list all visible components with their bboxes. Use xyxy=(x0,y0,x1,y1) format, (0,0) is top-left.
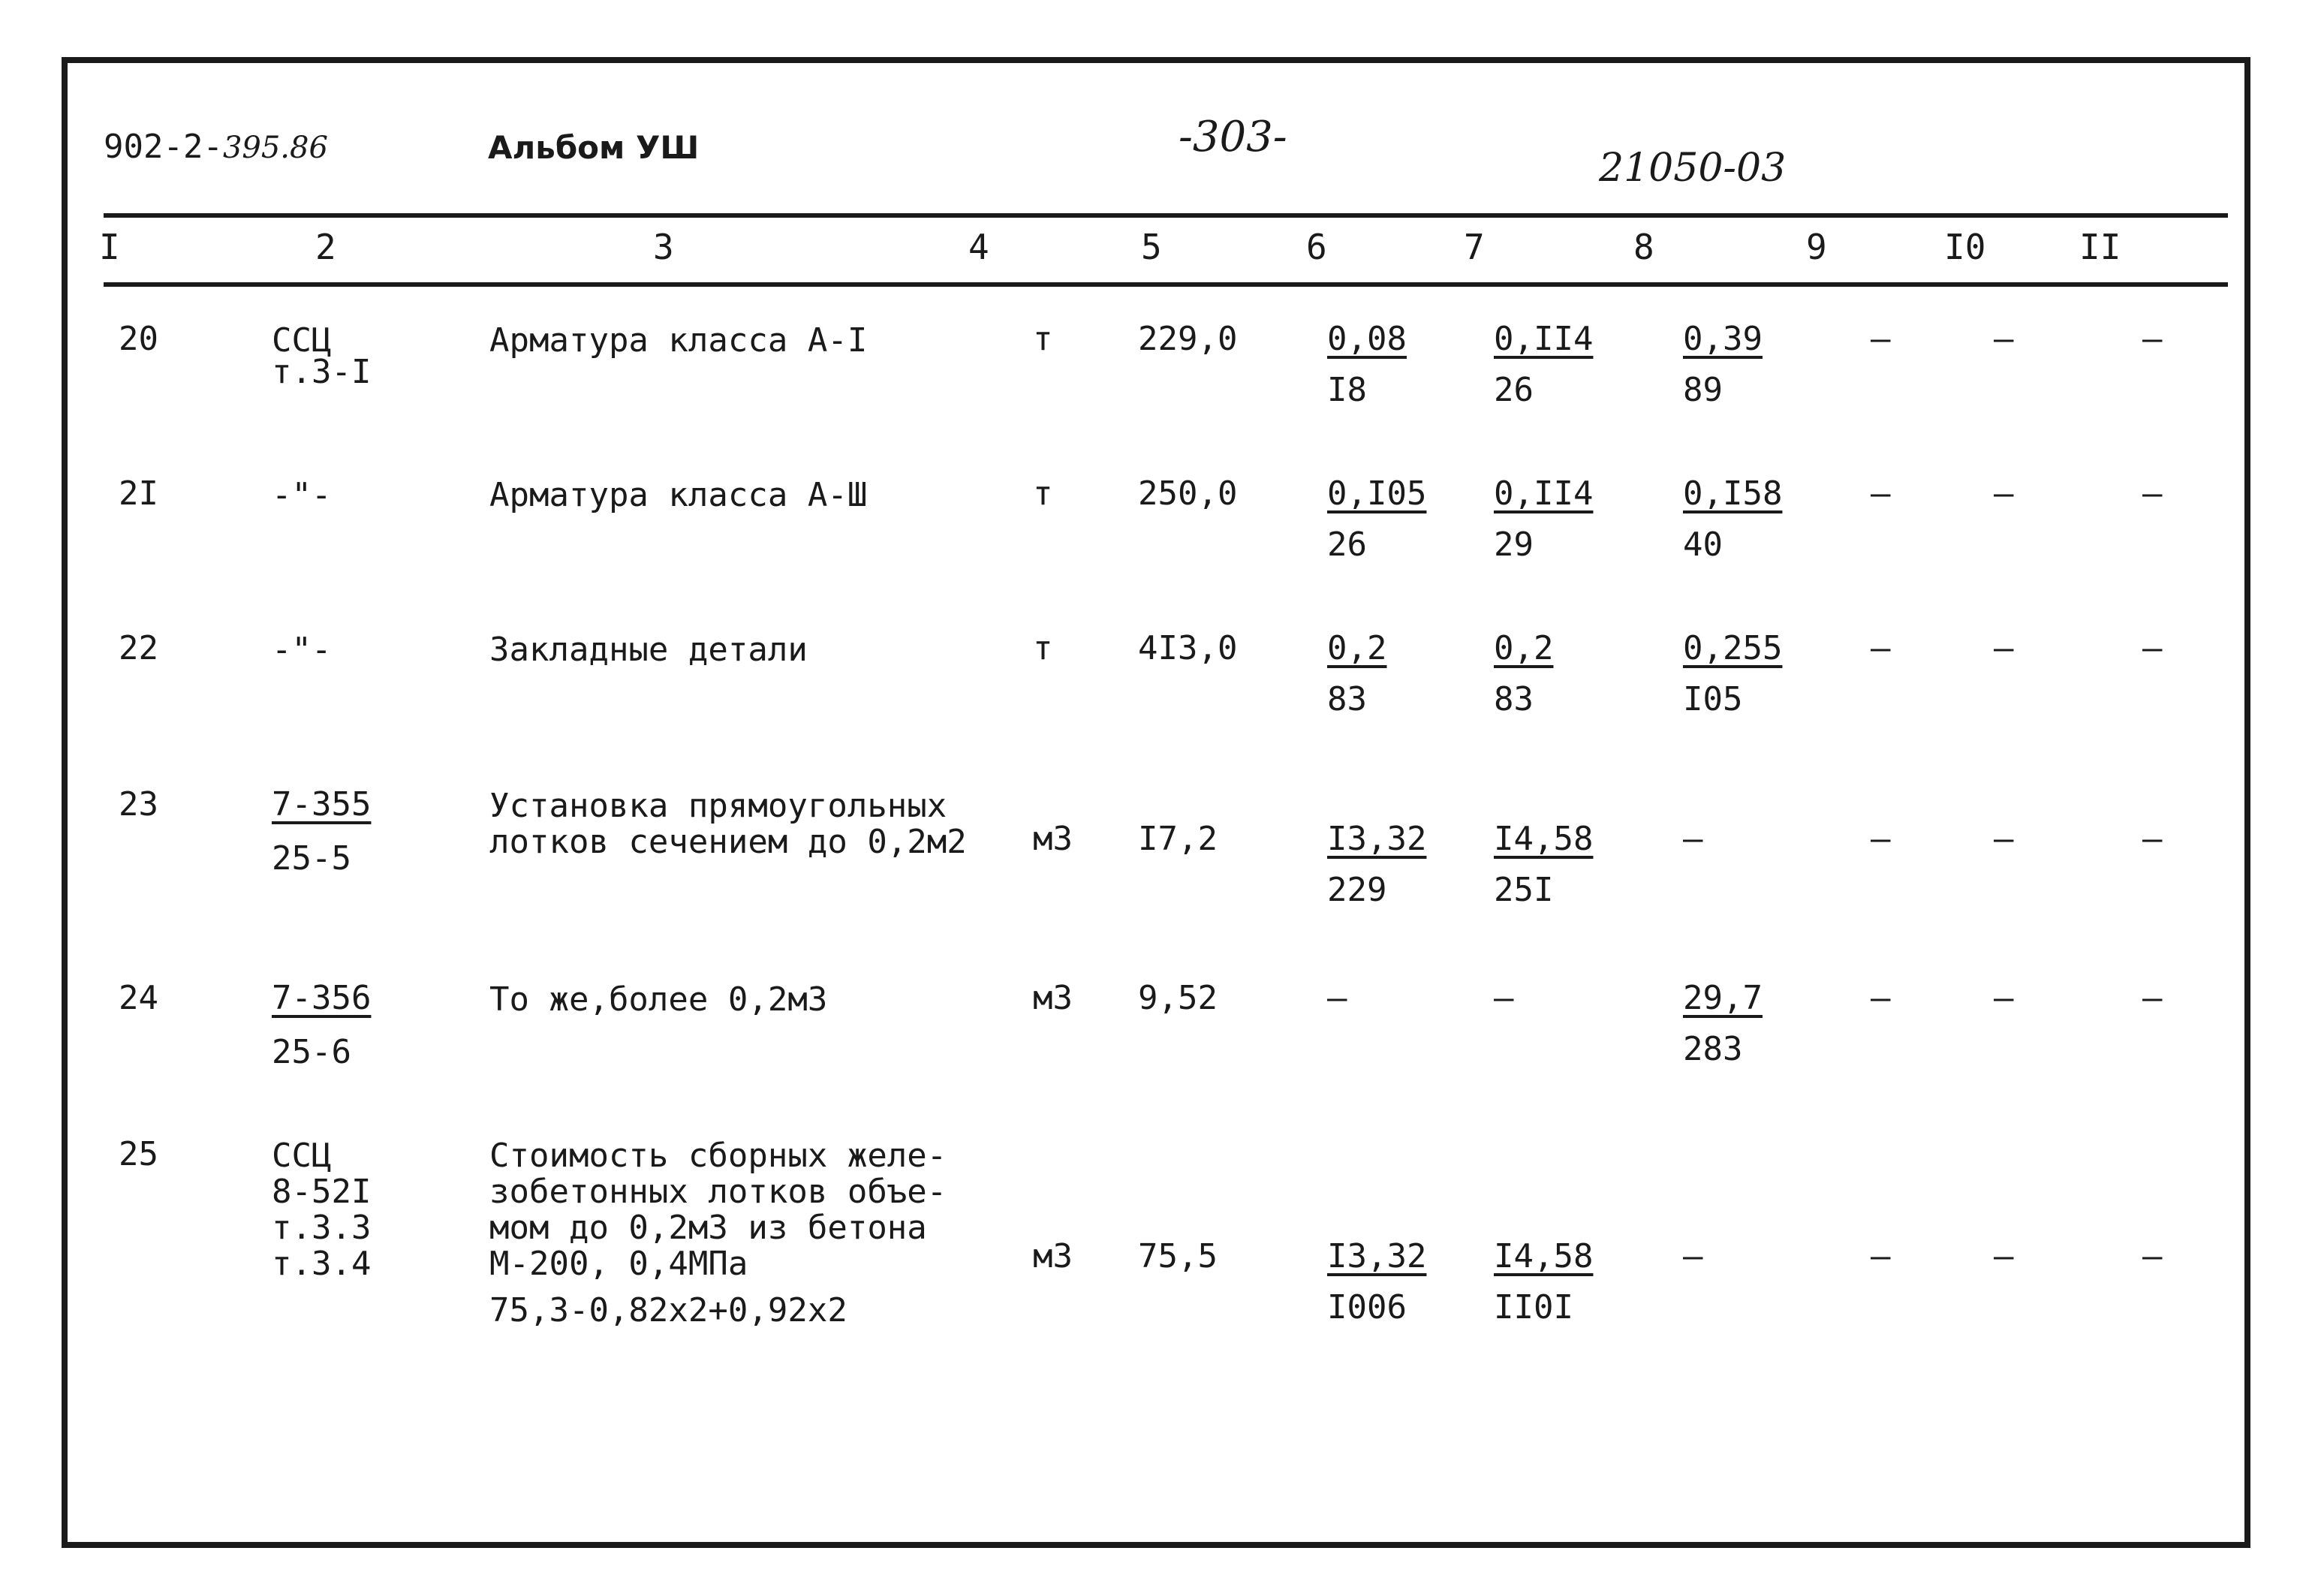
column-number: 2 xyxy=(315,227,336,267)
description: Установка прямоугольных лотков сечением до 0,2м2 xyxy=(489,787,967,861)
value-col11: – xyxy=(2142,629,2163,667)
value-top: 0,39 xyxy=(1683,320,1763,358)
quantity: 4I3,0 xyxy=(1138,629,1238,667)
column-number: I xyxy=(99,227,120,267)
value-top: I4,58 xyxy=(1494,820,1594,858)
column-number: 7 xyxy=(1464,227,1485,267)
reference-top: 7-355 xyxy=(272,785,372,824)
value-bottom: 83 xyxy=(1494,680,1534,718)
value-col10: – xyxy=(1994,820,2014,858)
header-rule-bottom xyxy=(104,282,2228,287)
value-bottom: 25I xyxy=(1494,871,1554,909)
header-rule-top xyxy=(104,213,2228,218)
value-col9: – xyxy=(1871,1237,1891,1275)
unit: м3 xyxy=(1033,820,1073,858)
value-col11: – xyxy=(2142,474,2163,513)
reference-top: -"- xyxy=(272,631,332,669)
page-number: -303- xyxy=(1179,113,1287,161)
value-top: – xyxy=(1327,979,1347,1017)
value-bottom: 283 xyxy=(1683,1030,1743,1068)
value-bottom: 26 xyxy=(1327,525,1367,564)
value-col9: – xyxy=(1871,820,1891,858)
unit: т xyxy=(1033,474,1053,513)
column-number: 9 xyxy=(1806,227,1827,267)
row-number: 22 xyxy=(119,629,158,667)
row-number: 2I xyxy=(119,474,158,513)
reference-top: 7-356 xyxy=(272,979,372,1017)
document-code xyxy=(104,128,328,166)
quantity: 250,0 xyxy=(1138,474,1238,513)
unit: т xyxy=(1033,320,1053,358)
value-top: 0,I05 xyxy=(1327,474,1427,513)
value-top: 0,II4 xyxy=(1494,320,1594,358)
row-number: 20 xyxy=(119,320,158,358)
value-col9: – xyxy=(1871,474,1891,513)
description: Арматура класса А-I xyxy=(489,321,868,360)
formula: 75,3-0,82х2+0,92х2 xyxy=(489,1291,847,1329)
document-code-handwritten: 395.86 xyxy=(222,131,328,165)
description: Арматура класса А-Ш xyxy=(489,476,868,514)
row-number: 25 xyxy=(119,1135,158,1173)
unit: м3 xyxy=(1033,979,1073,1017)
value-top: 0,II4 xyxy=(1494,474,1594,513)
row-number: 23 xyxy=(119,785,158,824)
quantity: I7,2 xyxy=(1138,820,1218,858)
column-number: 3 xyxy=(653,227,674,267)
value-col9: – xyxy=(1871,979,1891,1017)
value-top: 29,7 xyxy=(1683,979,1763,1017)
value-col9: – xyxy=(1871,320,1891,358)
description: То же,более 0,2м3 xyxy=(489,980,828,1019)
value-col11: – xyxy=(2142,979,2163,1017)
value-top: – xyxy=(1683,820,1703,858)
value-col9: – xyxy=(1871,629,1891,667)
registration-stamp: 21050-03 xyxy=(1599,146,1787,191)
value-bottom: 83 xyxy=(1327,680,1367,718)
reference-bottom: т.3-I xyxy=(272,353,372,391)
value-top: 0,2 xyxy=(1494,629,1554,667)
column-number: 6 xyxy=(1306,227,1327,267)
value-bottom: I006 xyxy=(1327,1288,1407,1326)
unit: м3 xyxy=(1033,1237,1073,1275)
column-number: 8 xyxy=(1633,227,1654,267)
value-col11: – xyxy=(2142,820,2163,858)
row-number: 24 xyxy=(119,979,158,1017)
value-bottom: II0I xyxy=(1494,1288,1573,1326)
column-number: 5 xyxy=(1141,227,1162,267)
description: Стоимость сборных желе- зобетонных лотков объе- мом до 0,2м3 из бетона М-200, 0,4МПа xyxy=(489,1137,947,1283)
document-sheet xyxy=(62,57,2250,1548)
column-number: II xyxy=(2079,227,2121,267)
reference-bottom: 25-5 xyxy=(272,839,351,878)
column-number: I0 xyxy=(1944,227,1986,267)
value-col11: – xyxy=(2142,1237,2163,1275)
document-code-printed: 902-2- xyxy=(104,128,223,166)
reference-top: ССЦ xyxy=(272,321,332,360)
value-bottom: 89 xyxy=(1683,371,1723,409)
reference-top: -"- xyxy=(272,476,332,514)
value-top: I3,32 xyxy=(1327,820,1427,858)
value-top: 0,I58 xyxy=(1683,474,1783,513)
value-col10: – xyxy=(1994,474,2014,513)
value-top: – xyxy=(1494,979,1514,1017)
value-bottom: 26 xyxy=(1494,371,1534,409)
album-label: Альбом УШ xyxy=(488,129,700,166)
description: Закладные детали xyxy=(489,631,808,669)
value-bottom: 40 xyxy=(1683,525,1723,564)
quantity: 75,5 xyxy=(1138,1237,1218,1275)
value-top: 0,255 xyxy=(1683,629,1783,667)
value-top: 0,08 xyxy=(1327,320,1407,358)
value-top: 0,2 xyxy=(1327,629,1387,667)
value-col10: – xyxy=(1994,629,2014,667)
value-col10: – xyxy=(1994,1237,2014,1275)
reference-top: ССЦ 8-52I т.3.3 т.3.4 xyxy=(272,1137,372,1283)
quantity: 9,52 xyxy=(1138,979,1218,1017)
value-col10: – xyxy=(1994,979,2014,1017)
value-col11: – xyxy=(2142,320,2163,358)
value-bottom: 229 xyxy=(1327,871,1387,909)
value-top: – xyxy=(1683,1237,1703,1275)
value-top: I4,58 xyxy=(1494,1237,1594,1275)
value-top: I3,32 xyxy=(1327,1237,1427,1275)
value-bottom: I05 xyxy=(1683,680,1743,718)
reference-bottom: 25-6 xyxy=(272,1033,351,1071)
column-number: 4 xyxy=(968,227,989,267)
value-bottom: 29 xyxy=(1494,525,1534,564)
quantity: 229,0 xyxy=(1138,320,1238,358)
unit: т xyxy=(1033,629,1053,667)
value-col10: – xyxy=(1994,320,2014,358)
value-bottom: I8 xyxy=(1327,371,1367,409)
